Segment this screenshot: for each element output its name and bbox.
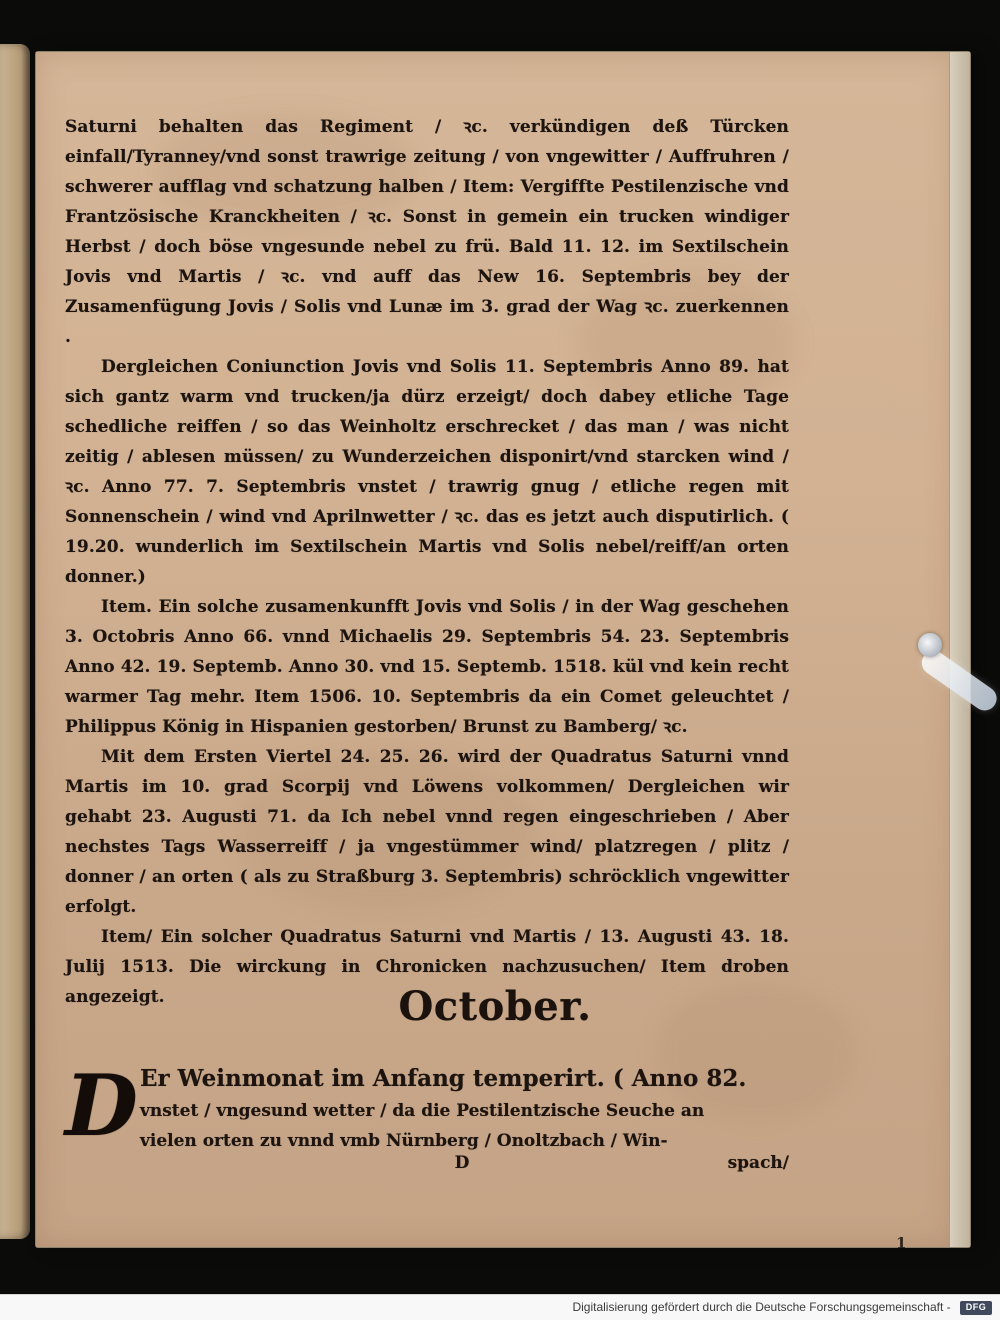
page-corner-mark: 1	[896, 1234, 907, 1252]
document-page	[36, 52, 954, 1247]
october-line: vnstet / vngesund wetter / da die Pestilentzische Seuche an	[140, 1101, 705, 1121]
catchword: spach/	[727, 1153, 789, 1173]
left-page-edge	[0, 44, 30, 1239]
paragraph: Mit dem Ersten Viertel 24. 25. 26. wird der Quadratus Saturni vnnd Martis im 10. grad Scorpij vnd Löwens volkommen/ Dergleichen wir gehabt 23. Augusti 71. da Ich nebel vnnd regen eingeschrieben / Aber nechstes Tags Wasserreiff / ja vngestümmer wind/ platzregen / plitz / donner / an orten ( als zu Straßburg 3. Septembris) schröcklich vngewitter erfolgt.	[65, 747, 789, 917]
decorated-initial: D	[65, 1056, 138, 1155]
paragraph: Item/ Ein solcher Quadratus Saturni vnd Martis / 13. Augusti 43. 18. Julij 1513. Die wirckung in Chronicken nachzusuchen/ Item droben angezeigt.	[65, 927, 789, 1007]
footer-bar	[0, 1294, 1000, 1320]
main-text	[65, 112, 789, 1012]
paragraph: Item. Ein solche zusamenkunfft Jovis vnd Solis / in der Wag geschehen 3. Octobris Anno 66. vnnd Michaelis 29. Septembris 54. 23. Septembris Anno 42. 19. Septemb. Anno 30. vnd 15. Septemb. 1518. kül vnd kein recht warmer Tag mehr. Item 1506. 10. Septembris da ein Comet geleuchtet / Philippus König in Hispanien gestorben/ Brunst zu Bamberg/ ꝛc.	[65, 597, 789, 737]
signature-mark: D	[454, 1153, 470, 1173]
paragraph: Saturni behalten das Regiment / ꝛc. verkündigen deß Türcken einfall/Tyranney/vnd sonst trawrige zeitung / von vngewitter / Auffruhren / schwerer aufflag vnd schatzung halben / Item: Vergiffte Pestilenzische vnd Frantzösische Kranckheiten / ꝛc. Sonst in gemein ein trucken windiger Herbst / doch böse vngesunde nebel zu frü. Bald 11. 12. im Sextilschein Jovis vnd Martis / ꝛc. vnd auff das New 16. Septembris bey der Zusamenfügung Jovis / Solis vnd Lunæ im 3. grad der Wag ꝛc. zuerkennen .	[65, 117, 789, 347]
october-text	[140, 1062, 790, 1156]
dfg-logo-icon: DFG	[960, 1301, 992, 1315]
section-title: October.	[398, 983, 592, 1030]
footer-credit: Digitalisierung gefördert durch die Deutsche Forschungsgemeinschaft -	[572, 1300, 951, 1315]
october-line: Er Weinmonat im Anfang temperirt. ( Anno 82.	[140, 1065, 747, 1092]
october-line: vielen orten zu vnnd vmb Nürnberg / Onoltzbach / Win-	[140, 1131, 668, 1151]
page-board	[36, 52, 970, 1247]
board-edge	[949, 52, 970, 1247]
paragraph: Dergleichen Coniunction Jovis vnd Solis 11. Septembris Anno 89. hat sich gantz warm vnd trucken/ja dürz erzeigt/ doch dabey etliche Tage schedliche reiffen / so das Weinholtz erschrecket / das man / was nicht zeitig / ablesen müssen/ zu Wunderzeichen disponirt/vnd starcken wind / ꝛc. Anno 77. 7. Septembris vnstet / trawrig gnug / etliche regen mit Sonnenschein / wind vnd Aprilnwetter / ꝛc. das es jetzt auch disputirlich. ( 19.20. wunderlich im Sextilschein Martis vnd Solis nebel/reiff/an orten donner.)	[65, 357, 789, 587]
pen-tip-icon	[918, 633, 942, 657]
